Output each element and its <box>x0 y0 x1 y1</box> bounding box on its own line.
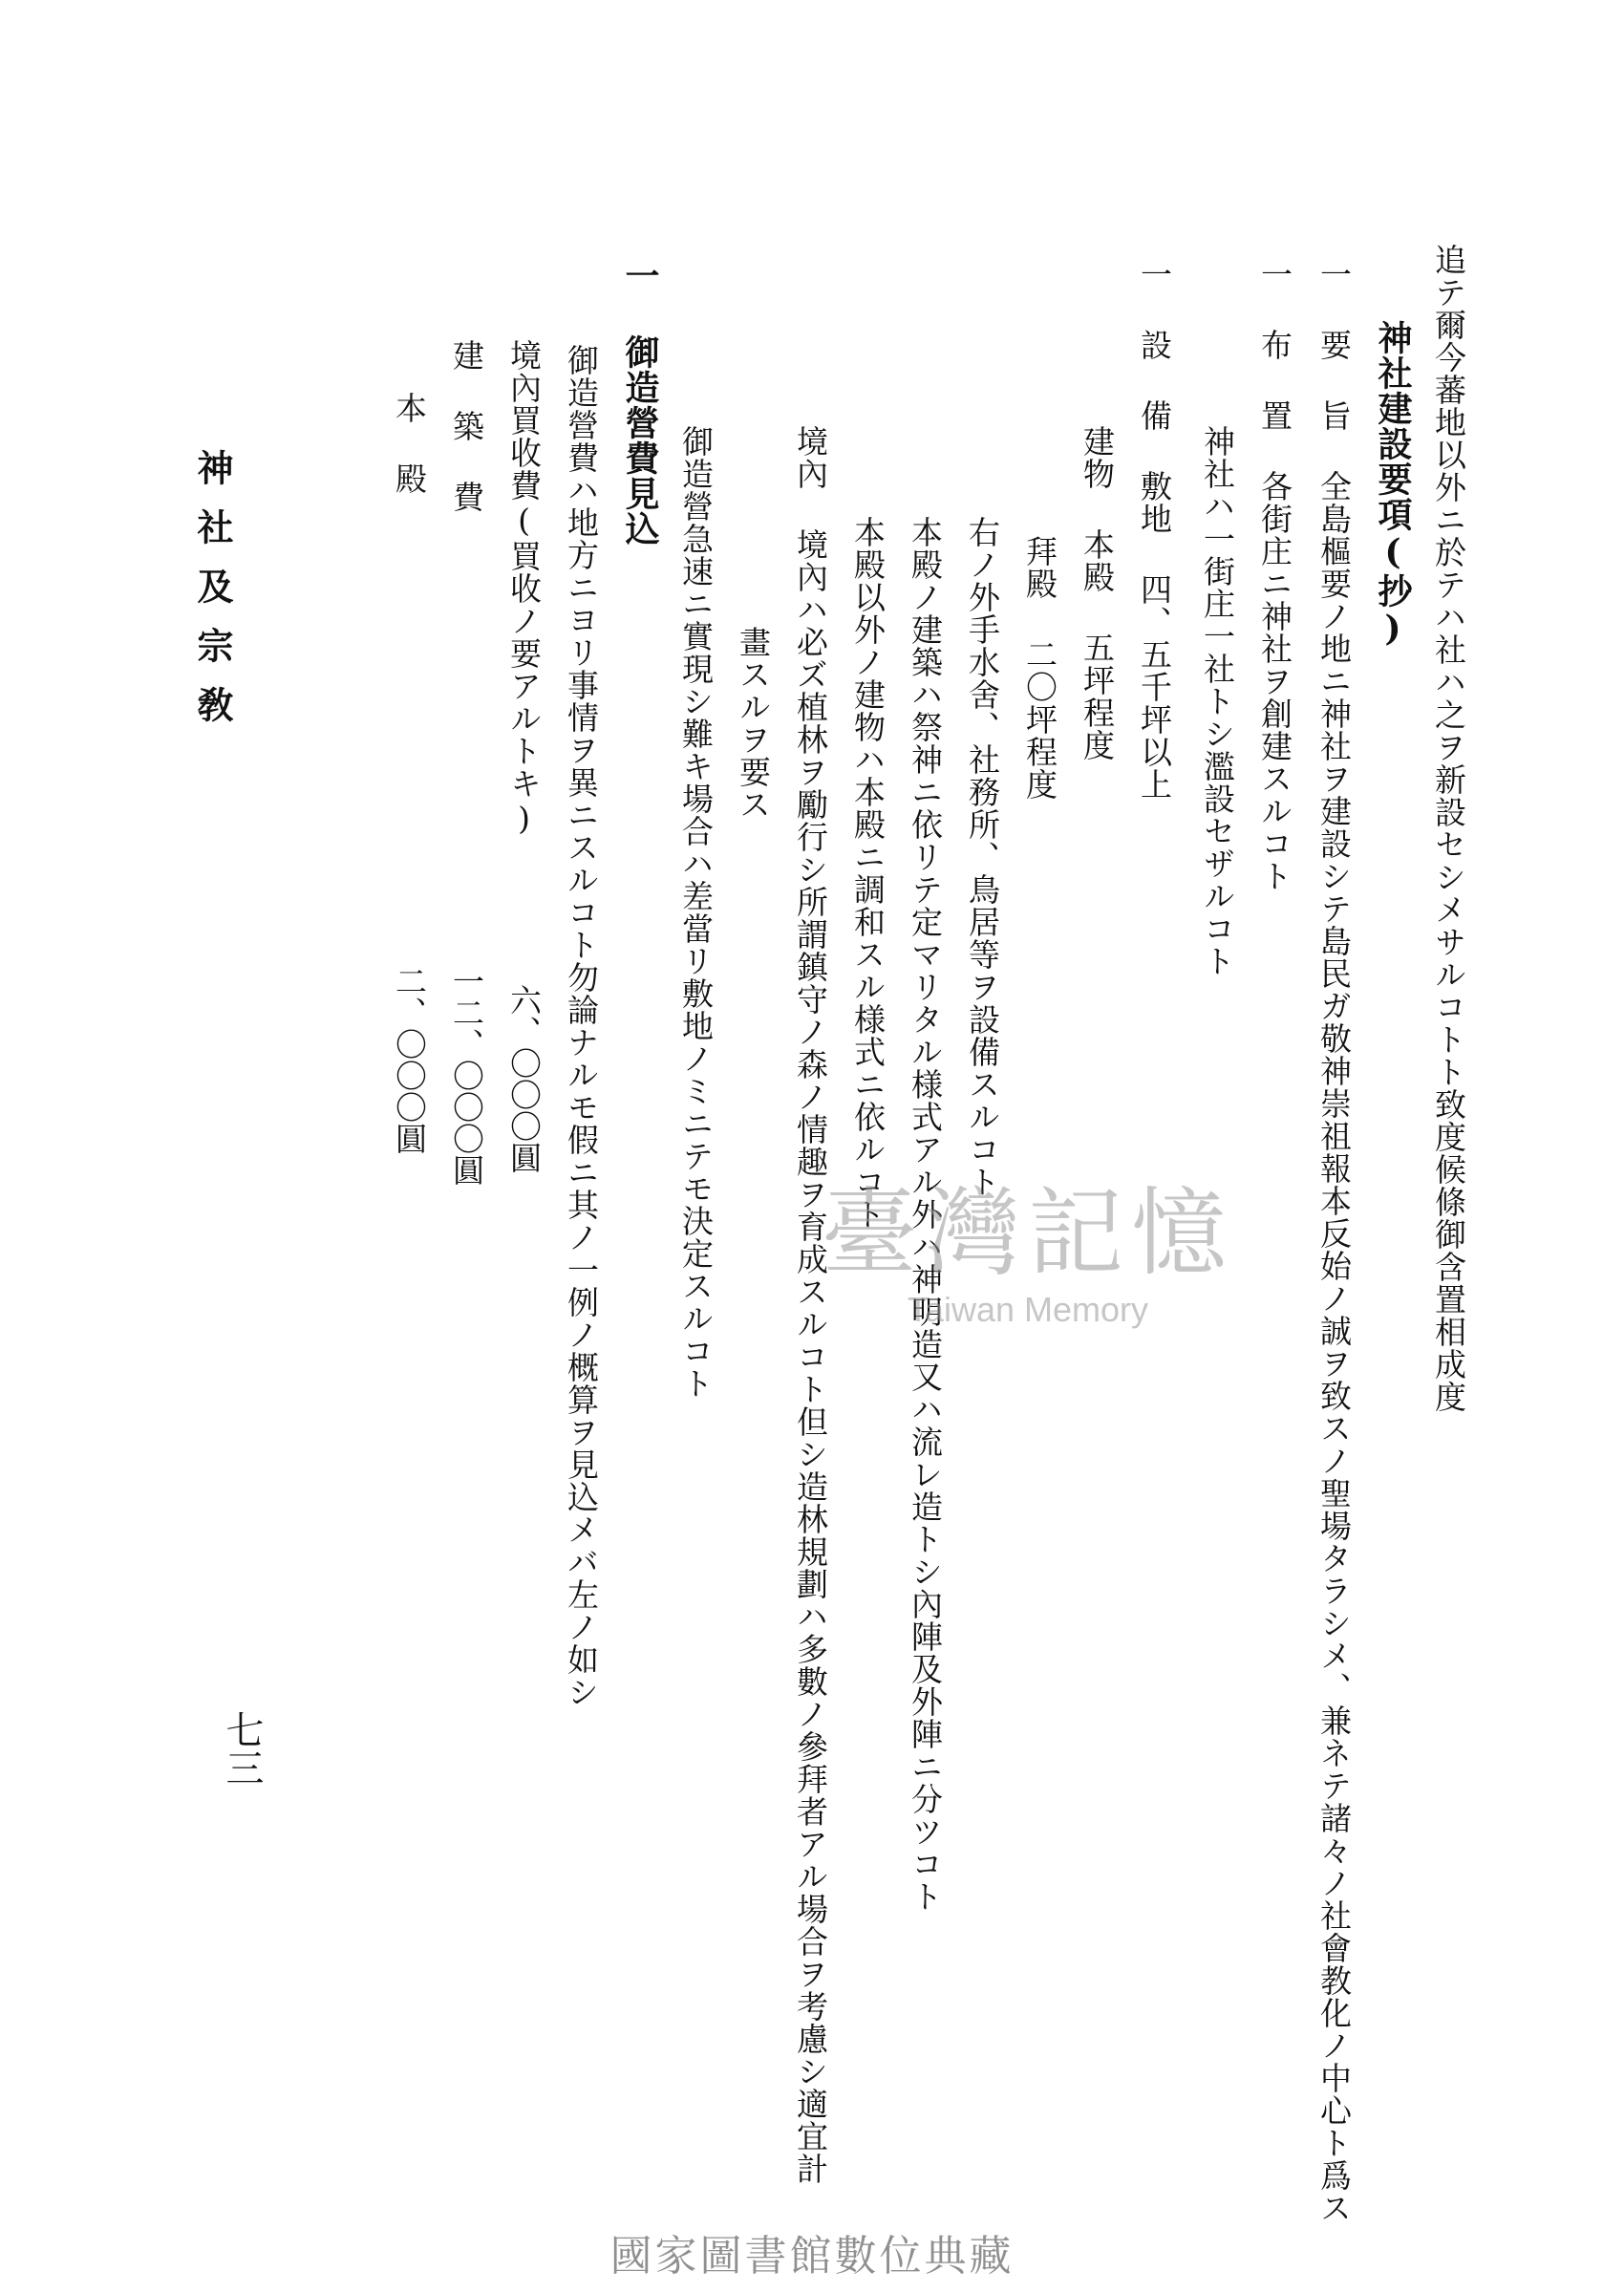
text-column: 追テ爾今蕃地以外ニ於テハ社ハ之ヲ新設セシメサルコトト致度候條御含置相成度 <box>1430 244 1467 1413</box>
text-column: 建 築 費 <box>448 339 485 513</box>
page-number: 七三 <box>220 1710 264 1787</box>
text-column: 一 御造營費見込 <box>620 258 660 546</box>
text-column: 一 布 置 各街庄ニ神社ヲ創建スルコト <box>1256 258 1293 892</box>
watermark-chinese: 臺灣記憶 <box>822 1177 1234 1289</box>
text-column: 神社建設要項(抄) <box>1373 320 1413 650</box>
amount-value: 一二、〇〇〇圓 <box>448 965 485 1186</box>
running-header: 神社及宗敎 <box>191 449 234 745</box>
text-column: 本殿ノ建築ハ祭神ニ依リテ定マリタル様式アル外ハ神明造又ハ流レ造トシ內陣及外陣ニ分ツコト <box>907 516 944 1913</box>
text-column: 建物 本殿 五坪程度 <box>1079 425 1116 761</box>
text-column: 一 要 旨 全島樞要ノ地ニ神社ヲ建設シテ島民ガ敬神崇祖報本反始ノ誠ヲ致スノ聖場タラシメ、兼ネテ諸々ノ社會教化ノ中心ト爲ス <box>1315 258 1353 2224</box>
text-column: 本殿以外ノ建物ハ本殿ニ調和スル様式ニ依ルコト <box>849 516 887 1231</box>
amount-value: 二、〇〇〇圓 <box>391 965 428 1154</box>
watermark-english: Taiwan Memory <box>907 1290 1149 1329</box>
text-column: 境內買收費(買收ノ要アルトキ) <box>505 339 543 838</box>
text-column: 境內 境內ハ必ズ植林ヲ勵行シ所謂鎮守ノ森ノ情趣ヲ育成スルコト但シ造林規劃ハ多數ノ參拜者アル場合ヲ考慮シ適宜計 <box>792 425 829 2185</box>
text-column: 本 殿 <box>391 392 428 495</box>
text-column: 一 設 備 敷地 四、五千坪以上 <box>1136 258 1173 801</box>
text-column: 畫スルヲ要ス <box>735 626 772 821</box>
text-column: 御造營費ハ地方ニヨリ事情ヲ異ニスルコト勿論ナルモ假ニ其ノ一例ノ概算ヲ見込メバ左ノ如シ <box>563 344 600 1708</box>
text-column: 拜殿 二〇坪程度 <box>1021 535 1058 801</box>
text-column: 御造營急速ニ實現シ難キ場合ハ差當リ敷地ノミニテモ決定スルコト <box>677 425 715 1400</box>
footer-credit: 國家圖書館數位典藏 <box>609 2232 1015 2281</box>
amount-value: 六、〇〇〇圓 <box>505 984 543 1173</box>
text-column: 右ノ外手水舍、社務所、鳥居等ヲ設備スルコト <box>964 516 1001 1198</box>
watermark-logo <box>822 1156 1234 1330</box>
text-column: 神社ハ一街庄一社トシ濫設セザルコト <box>1199 425 1236 977</box>
